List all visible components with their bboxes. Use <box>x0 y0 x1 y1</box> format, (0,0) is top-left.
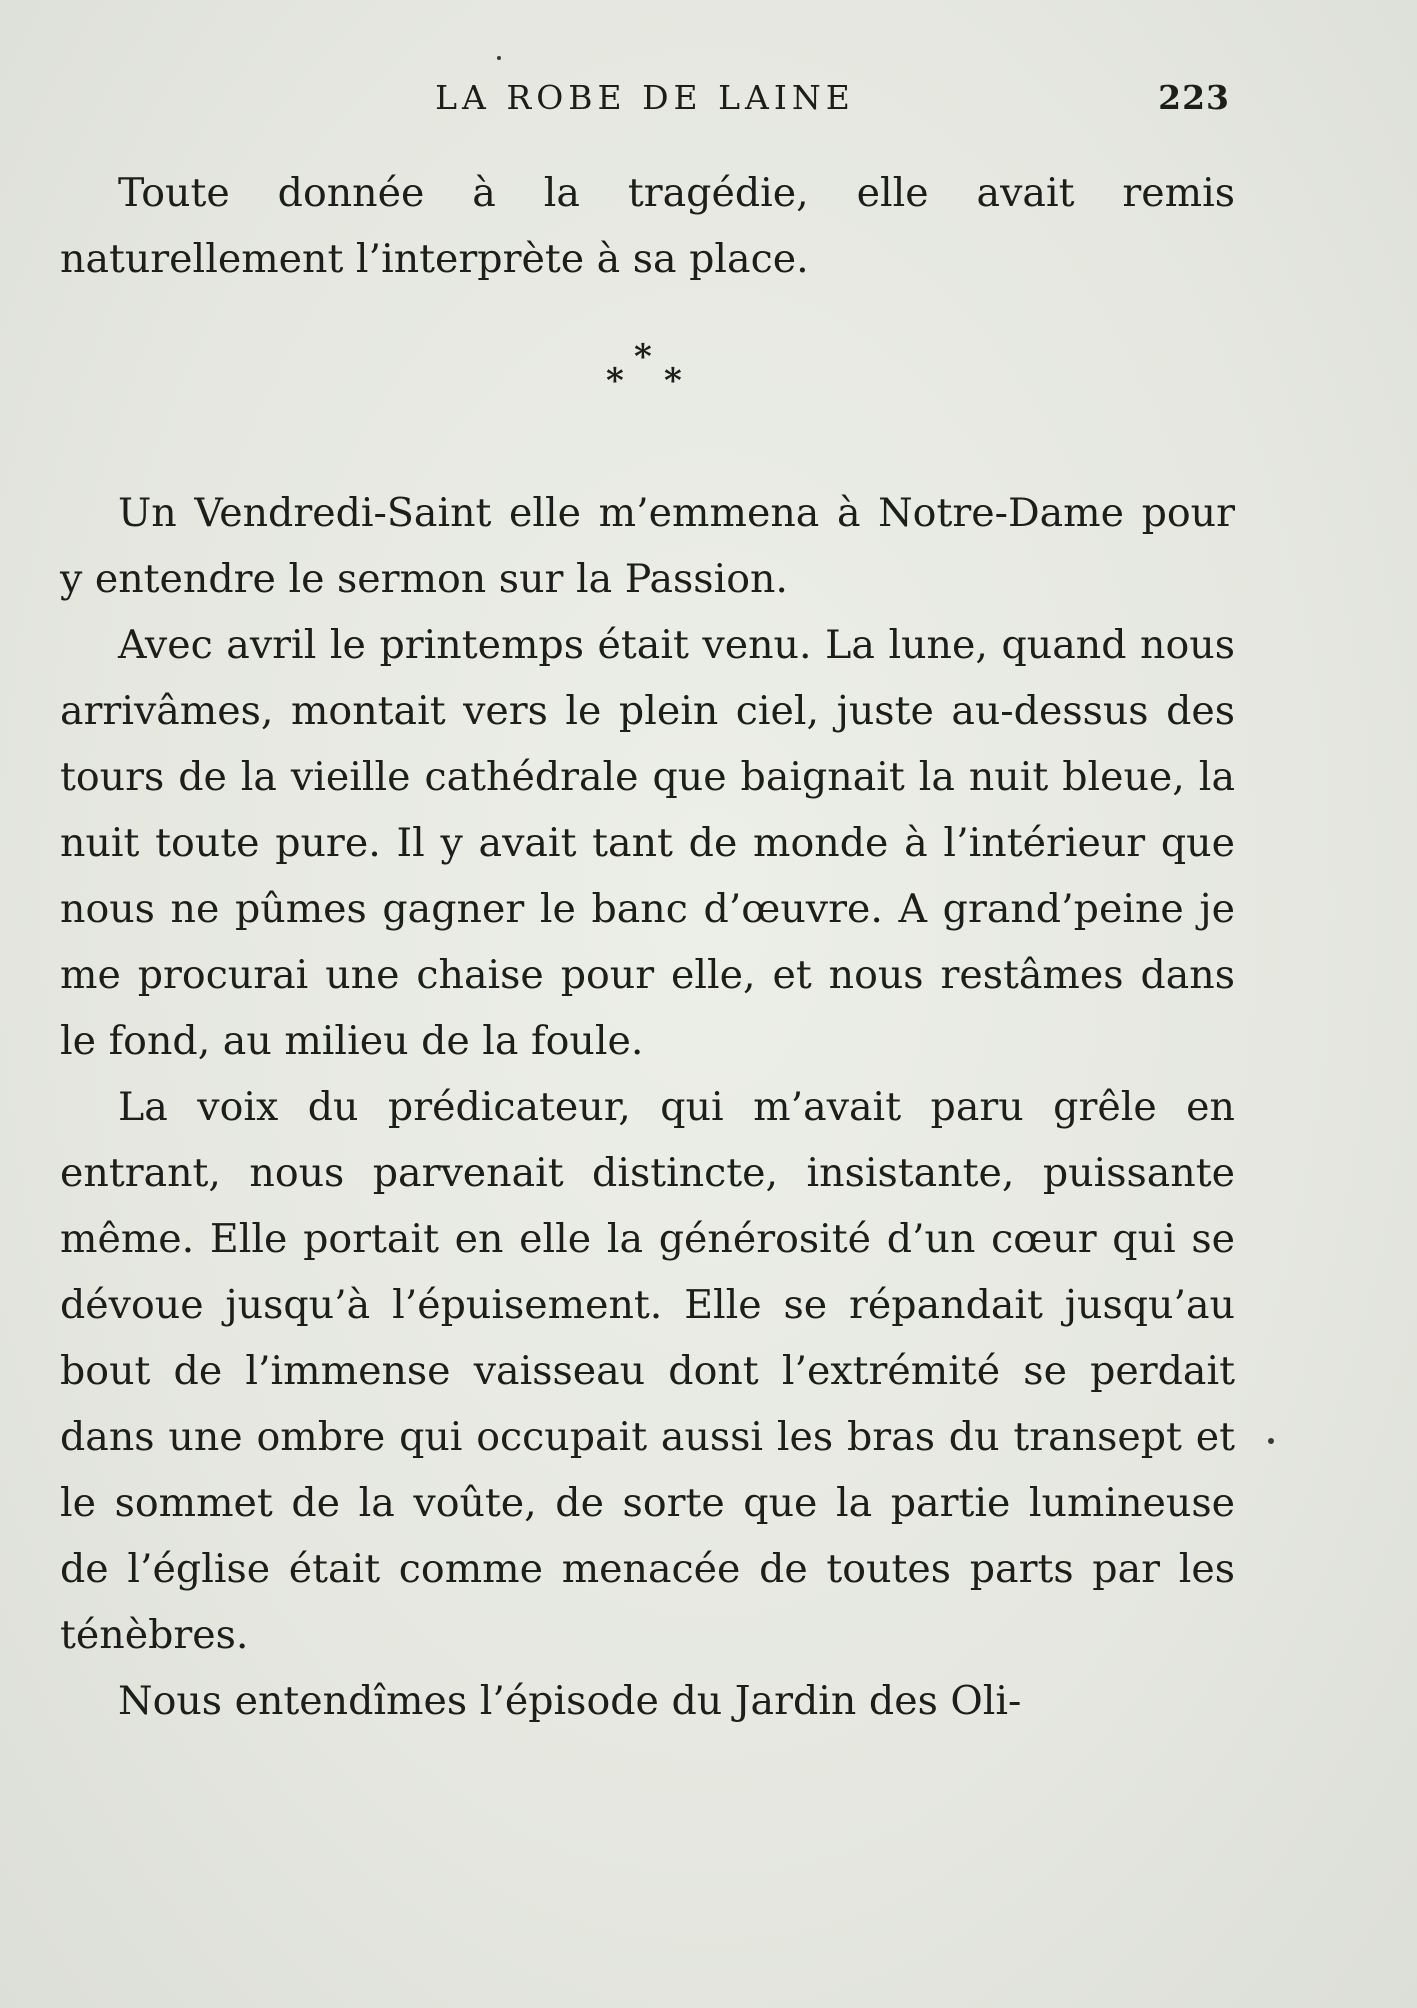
asterism-star-left: * <box>606 361 624 401</box>
paragraph-2: Un Vendredi-Saint elle m’emmena à Notre-Dame pour y entendre le sermon sur la Passion. <box>60 490 1235 602</box>
paper-speck <box>1268 1438 1274 1444</box>
text-block <box>60 160 1235 1734</box>
asterism-star-right: * <box>664 361 682 401</box>
paragraph-4: La voix du prédicateur, qui m’avait paru grêle en entrant, nous parvenait distincte, insistante, puissante même. Elle portait en elle la générosité d’un cœur qui se dévoue jusqu’à l’épuisement. Elle se répandait jusqu’au bout de l’immense vaisseau dont l’extrémité se perdait dans une ombre qui occupait aussi les bras du transept et le sommet de la voûte, de sorte que la partie lumineuse de l’église était comme menacée de toutes parts par les ténèbres. <box>60 1084 1235 1658</box>
asterism-star-top: * <box>634 337 652 377</box>
running-title: LA ROBE DE LAINE <box>435 78 855 117</box>
running-head <box>60 78 1230 128</box>
page-number: 223 <box>1158 78 1230 117</box>
section-break-asterism <box>60 320 1235 450</box>
paragraph-5: Nous entendîmes l’épisode du Jardin des Oli- <box>118 1678 1022 1724</box>
paragraph-3: Avec avril le printemps était venu. La lune, quand nous arrivâmes, montait vers le plein ciel, juste au-dessus des tours de la vieille cathédrale que baignait la nuit bleue, la nuit toute pure. Il y avait tant de monde à l’intérieur que nous ne pûmes gagner le banc d’œuvre. A grand’peine je me procurai une chaise pour elle, et nous restâmes dans le fond, au milieu de la foule. <box>60 622 1235 1064</box>
paragraph-1: Toute donnée à la tragédie, elle avait remis naturellement l’interprète à sa place. <box>60 170 1235 282</box>
paper-speck <box>497 56 501 60</box>
